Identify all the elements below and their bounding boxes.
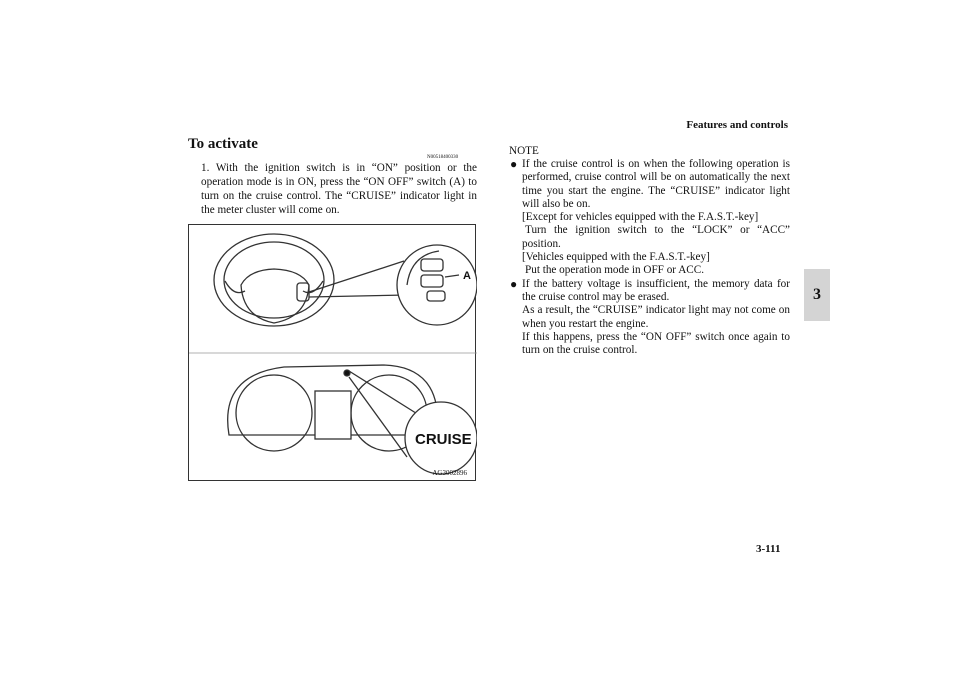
step-1 bbox=[201, 162, 477, 218]
note-text: As a result, the “CRUISE” indicator light may not come on when you restart the engine. bbox=[522, 304, 790, 330]
note-text: If the battery voltage is insufficient, the memory data for the cruise control may be erased. bbox=[522, 277, 790, 303]
section-title: To activate bbox=[188, 136, 258, 152]
switch-closeup bbox=[397, 245, 477, 325]
bullet-icon: ● bbox=[510, 157, 518, 171]
note-bullet-1 bbox=[510, 158, 790, 278]
page-header: Features and controls bbox=[686, 119, 788, 131]
section-code: N00518400330 bbox=[427, 155, 459, 160]
note-text: [Vehicles equipped with the F.A.S.T.-key] bbox=[522, 251, 710, 264]
note-text: Turn the ignition switch to the “LOCK” or “ACC” position. bbox=[522, 224, 790, 250]
note-text: [Except for vehicles equipped with the F.A.S.T.-key] bbox=[522, 211, 759, 224]
steering-wheel-hub bbox=[241, 269, 309, 323]
note-heading: NOTE bbox=[509, 145, 539, 157]
note-list bbox=[510, 158, 790, 357]
cruise-control-figure bbox=[188, 224, 476, 481]
figure-id: AG3002896 bbox=[432, 469, 467, 477]
note-bullet-2 bbox=[510, 278, 790, 358]
page-number: 3-111 bbox=[756, 543, 781, 555]
switch-label-a: A bbox=[463, 270, 471, 282]
step-text: With the ignition switch is in “ON” position or the operation mode is in ON, press the “ON OFF” switch (A) to turn on the cruise control. The “CRUISE” indicator light in the meter cluster will come on. bbox=[201, 162, 477, 216]
illustration bbox=[189, 225, 477, 482]
chapter-tab: 3 bbox=[804, 269, 830, 321]
step-number: 1. bbox=[201, 162, 210, 174]
steering-wheel-rim bbox=[214, 234, 334, 326]
note-text: If this happens, press the “ON OFF” switch once again to turn on the cruise control. bbox=[522, 330, 790, 357]
cruise-indicator-label: CRUISE bbox=[415, 431, 472, 448]
note-text: If the cruise control is on when the following operation is performed, cruise control will be on automatically the next time you start the engine. The “CRUISE” indicator light will also be on. bbox=[522, 158, 790, 210]
bullet-icon: ● bbox=[510, 276, 518, 291]
note-text: Put the operation mode in OFF or ACC. bbox=[525, 264, 704, 277]
